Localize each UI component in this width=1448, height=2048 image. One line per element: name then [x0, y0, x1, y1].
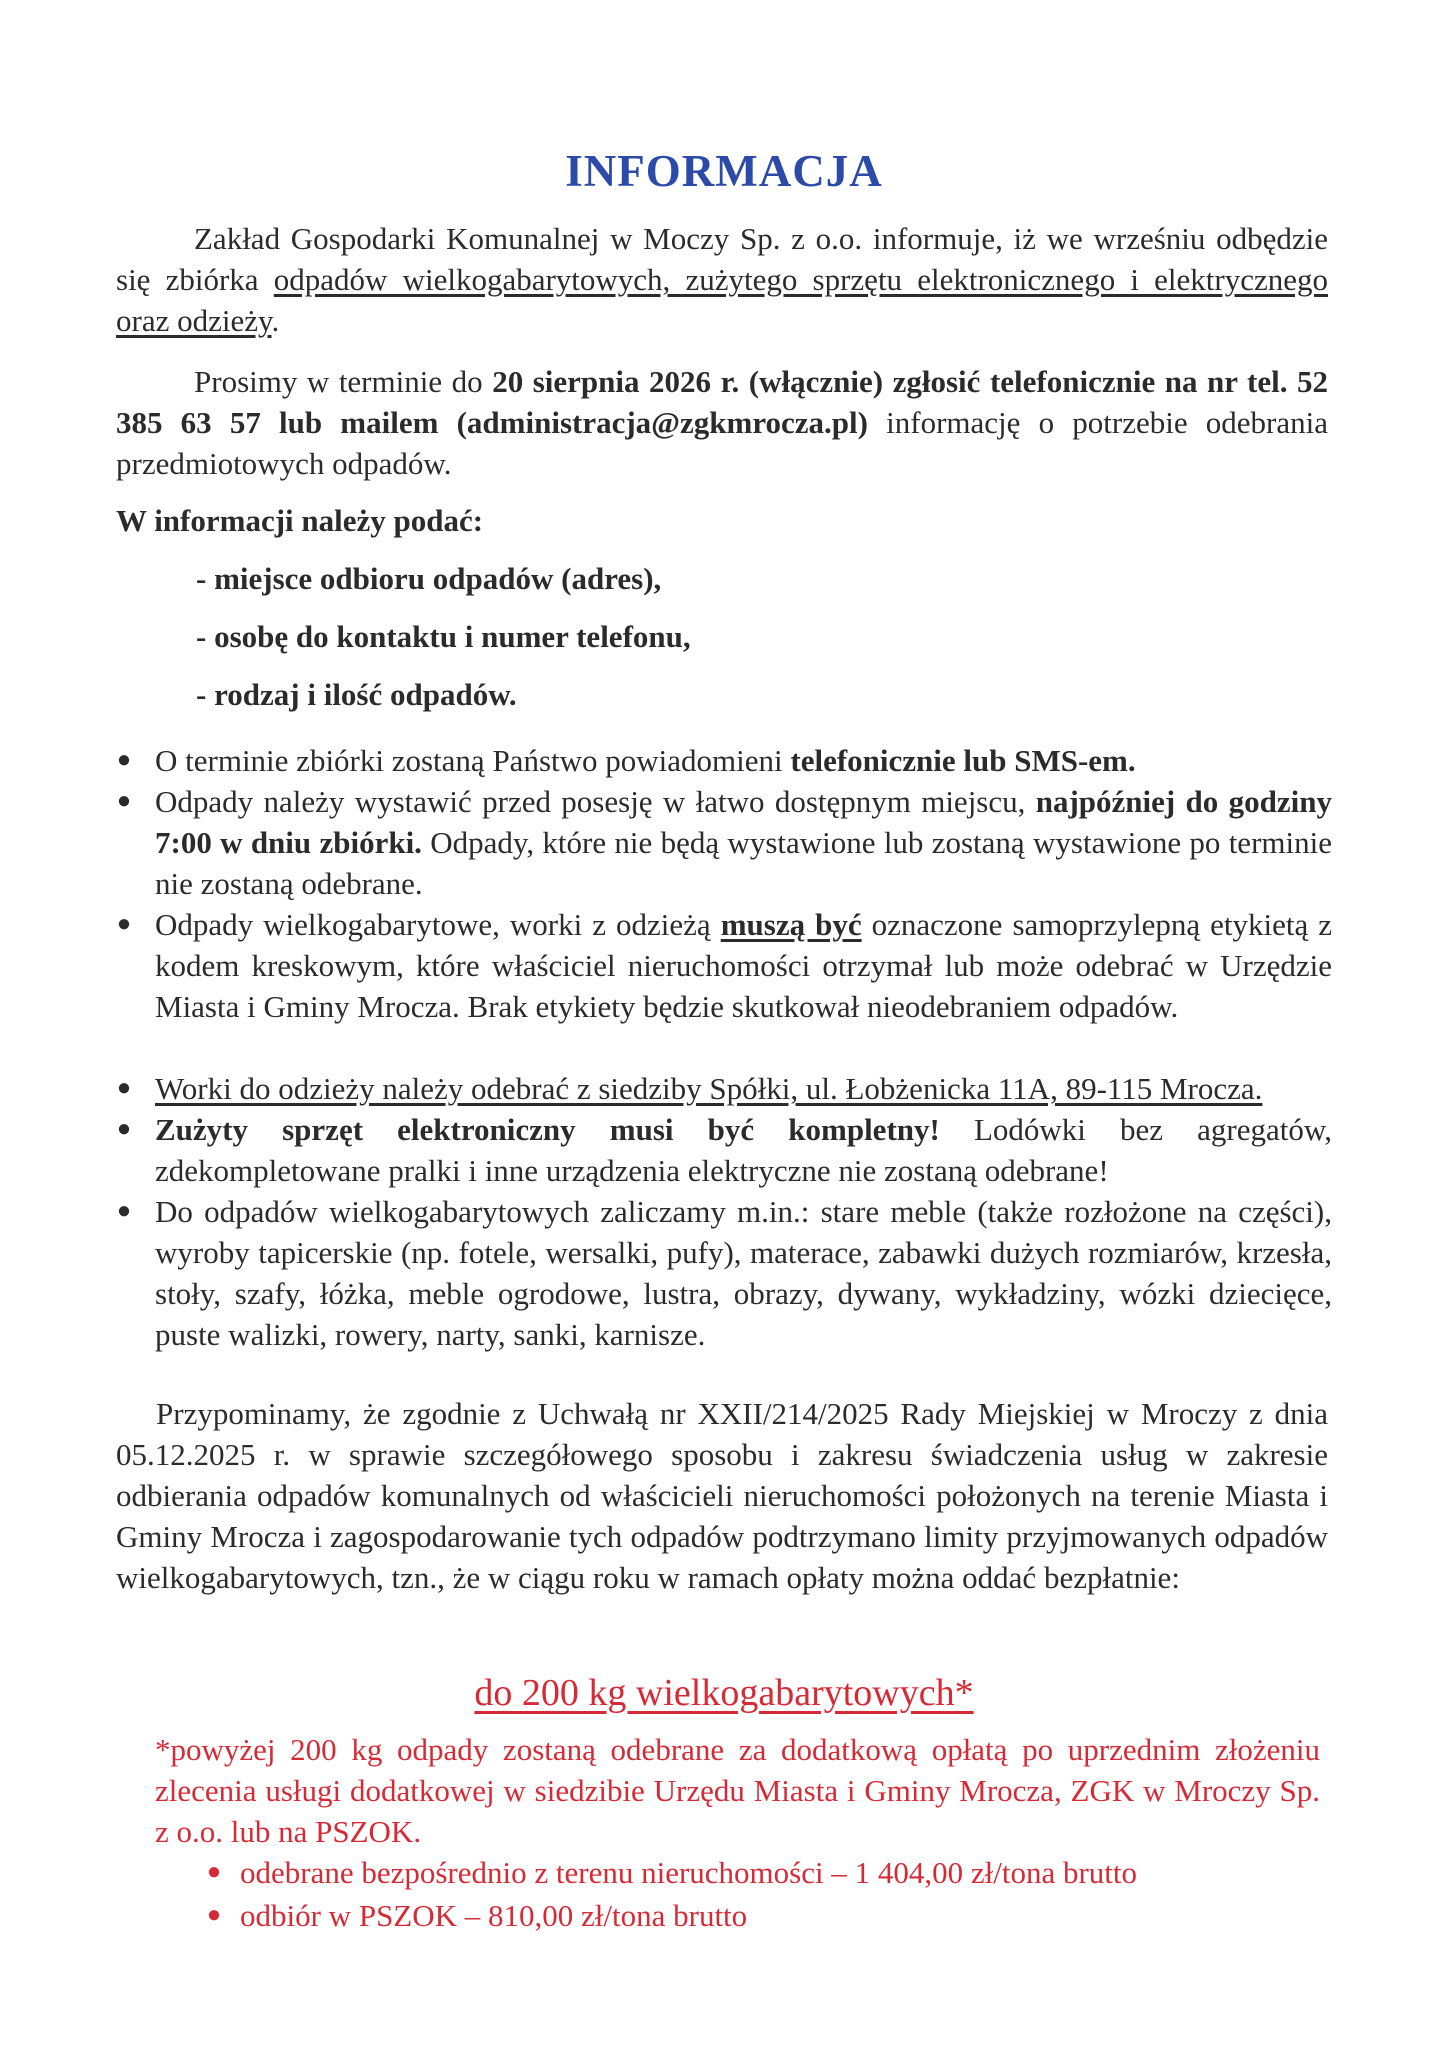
free-limit: do 200 kg wielkogabarytowych*	[474, 1672, 974, 1714]
bullet-icon: ●	[116, 1116, 132, 1142]
footnote: *powyżej 200 kg odpady zostaną odebrane za dodatkową opłatą po uprzednim złożeniu zlecenia usługi dodatkowej w siedzibie Urzędu Miasta i Gminy Mrocza, ZGK w Mroczy Sp. z o.o. lub na PSZOK.	[155, 1732, 1320, 1849]
contact-paragraph: Prosimy w terminie do 20 sierpnia 2026 r. (włącznie) zgłosić telefonicznie na nr tel. 52 385 63 57 lub mailem (administracja@zgkmrocza.pl) informację o potrzebie odebrania przedmiotowych odpadów.	[116, 364, 1328, 481]
reminder-paragraph: Przypominamy, że zgodnie z Uchwałą nr XXII/214/2025 Rady Miejskiej w Mroczy z dnia 05.12.2025 r. w sprawie szczegółowego sposobu i zakresu świadczenia usług w zakresie odbierania odpadów komunalnych od właścicieli nieruchomości położonych na terenie Miasta i Gminy Mrocza i zagospodarowanie tych odpadów podtrzymano limity przyjmowanych odpadów wielkogabarytowych, tzn., że w ciągu roku w ramach opłaty można oddać bezpłatnie:	[116, 1396, 1328, 1595]
bullet-icon: ●	[116, 1075, 132, 1101]
info-item: - osobę do kontaktu i numer telefonu,	[196, 619, 691, 654]
deadline-contact: 20 sierpnia 2026 r. (włącznie) zgłosić telefonicznie na nr tel. 52 385 63 57 lub mailem (administracja@zgkmrocza.pl)	[116, 364, 1328, 440]
info-item: - miejsce odbioru odpadów (adres),	[196, 561, 662, 596]
info-heading: W informacji należy podać:	[116, 503, 484, 538]
bullet-item: ● O terminie zbiórki zostaną Państwo powiadomieni telefonicznie lub SMS-em.	[112, 740, 1332, 781]
info-item: - rodzaj i ilość odpadów.	[196, 677, 517, 712]
price-item: ● odbiór w PSZOK – 810,00 zł/tona brutto	[240, 1895, 747, 1936]
bullet-icon: ●	[206, 1859, 222, 1885]
bullet-icon: ●	[206, 1902, 222, 1928]
bullet-item: ● Odpady należy wystawić przed posesję w łatwo dostępnym miejscu, najpóźniej do godziny 7:00 w dniu zbiórki. Odpady, które nie będą wystawione lub zostaną wystawione po terminie nie zostaną odebrane.	[112, 781, 1332, 904]
bullet-icon: ●	[116, 747, 132, 773]
intro-paragraph: Zakład Gospodarki Komunalnej w Moczy Sp. z o.o. informuje, iż we wrześniu odbędzie się zbiórka odpadów wielkogabarytowych, zużytego sprzętu elektronicznego i elektrycznego oraz odzieży.	[116, 221, 1328, 338]
bullet-item: ● Do odpadów wielkogabarytowych zaliczamy m.in.: stare meble (także rozłożone na części), wyroby tapicerskie (np. fotele, wersalki, pufy), materace, zabawki dużych rozmiarów, krzesła, stoły, szafy, łóżka, meble ogrodowe, lustra, obrazy, dywany, wykładziny, wózki dziecięce, puste walizki, rowery, narty, sanki, karnisze.	[112, 1191, 1332, 1355]
price-item: ● odebrane bezpośrednio z terenu nieruchomości – 1 404,00 zł/tona brutto	[240, 1852, 1137, 1893]
bullet-item: ● Odpady wielkogabarytowe, worki z odzieżą muszą być oznaczone samoprzylepną etykietą z kodem kreskowym, które właściciel nieruchomości otrzymał lub może odebrać w Urzędzie Miasta i Gminy Mrocza. Brak etykiety będzie skutkował nieodebraniem odpadów.	[112, 904, 1332, 1027]
document-title: INFORMACJA	[565, 146, 883, 196]
bullet-icon: ●	[116, 788, 132, 814]
bullet-item: ● Zużyty sprzęt elektroniczny musi być kompletny! Lodówki bez agregatów, zdekompletowane pralki i inne urządzenia elektryczne nie zostaną odebrane!	[112, 1109, 1332, 1191]
bullet-item: ● Worki do odzieży należy odebrać z siedziby Spółki, ul. Łobżenicka 11A, 89-115 Mrocza.	[112, 1068, 1332, 1109]
bullet-icon: ●	[116, 1198, 132, 1224]
bullet-icon: ●	[116, 911, 132, 937]
